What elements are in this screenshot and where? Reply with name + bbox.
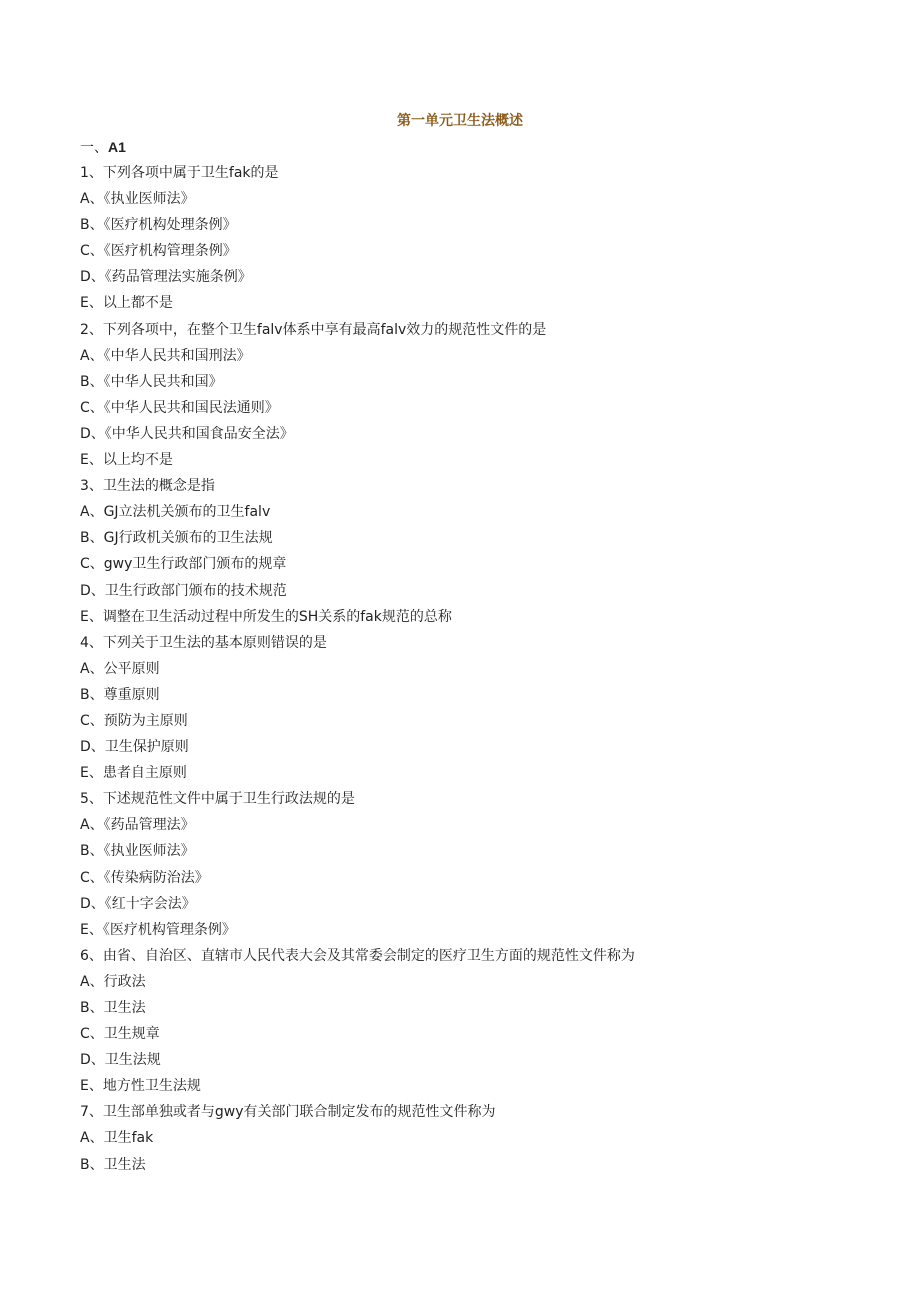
text-line: C、gwy卫生行政部门颁布的规章 — [80, 556, 287, 573]
text-line: B、卫生法 — [80, 1156, 146, 1173]
text-line: A、行政法 — [80, 973, 146, 990]
text-line: B、GJ行政机关颁布的卫生法规 — [80, 530, 273, 547]
text-line: A、公平原则 — [80, 660, 160, 677]
text-line: B、《中华人民共和国》 — [80, 373, 223, 390]
text-line: C、卫生规章 — [80, 1026, 160, 1043]
text-line: D、卫生行政部门颁布的技术规范 — [80, 582, 287, 599]
text-line: E、患者自主原则 — [80, 765, 187, 782]
text-line: A、《执业医师法》 — [80, 191, 195, 208]
text-line: A、GJ立法机关颁布的卫生falv — [80, 504, 271, 521]
text-line: 5、下述规范性文件中属于卫生行政法规的是 — [80, 791, 355, 808]
text-line: D、卫生法规 — [80, 1052, 161, 1069]
text-line: E、以上都不是 — [80, 295, 173, 312]
text-line: D、《中华人民共和国食品安全法》 — [80, 425, 294, 442]
text-line: D、《药品管理法实施条例》 — [80, 269, 252, 286]
section-label: A1 — [108, 139, 126, 155]
text-line: 2、下列各项中，在整个卫生falv体系中享有最高falv效力的规范性文件的是 — [80, 321, 547, 338]
text-line: C、《中华人民共和国民法通则》 — [80, 399, 279, 416]
text-line: C、《传染病防治法》 — [80, 869, 209, 886]
text-line: A、《中华人民共和国刑法》 — [80, 347, 251, 364]
text-line: B、《医疗机构处理条例》 — [80, 217, 237, 234]
text-line: B、《执业医师法》 — [80, 843, 195, 860]
section-prefix: 一、 — [80, 140, 108, 156]
text-line: D、卫生保护原则 — [80, 739, 189, 756]
text-line: 6、由省、自治区、直辖市人民代表大会及其常委会制定的医疗卫生方面的规范性文件称为 — [80, 947, 635, 964]
text-line: 1、下列各项中属于卫生fak的是 — [80, 165, 279, 181]
text-line: A、《药品管理法》 — [80, 817, 195, 834]
page-title: 第一单元卫生法概述 — [397, 113, 523, 129]
text-line: E、《医疗机构管理条例》 — [80, 921, 236, 938]
text-line: A、卫生fak — [80, 1130, 154, 1147]
text-line: 3、卫生法的概念是指 — [80, 478, 215, 495]
text-line: C、预防为主原则 — [80, 712, 188, 729]
section-heading — [80, 137, 126, 158]
text-line: 7、卫生部单独或者与gwy有关部门联合制定发布的规范性文件称为 — [80, 1104, 496, 1121]
text-line: C、《医疗机构管理条例》 — [80, 243, 237, 260]
question-list — [80, 163, 860, 1181]
text-line: E、以上均不是 — [80, 452, 173, 469]
text-line: B、尊重原则 — [80, 686, 160, 703]
text-line: 4、下列关于卫生法的基本原则错误的是 — [80, 634, 327, 651]
text-line: E、调整在卫生活动过程中所发生的SH关系的fak规范的总称 — [80, 608, 452, 625]
text-line: D、《红十字会法》 — [80, 895, 196, 912]
text-line: B、卫生法 — [80, 1000, 146, 1016]
text-line: E、地方性卫生法规 — [80, 1078, 201, 1095]
